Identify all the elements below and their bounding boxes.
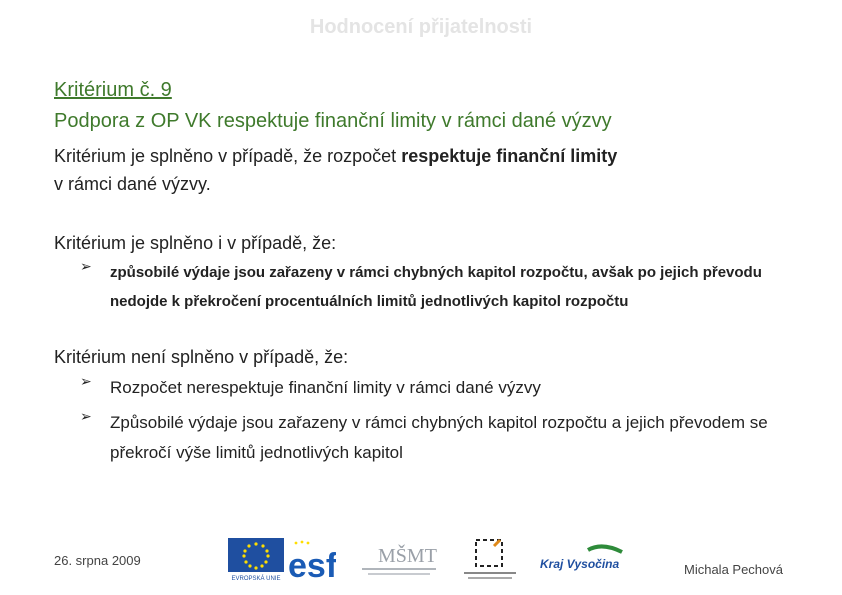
arrow-bullet-icon: ➢ (80, 408, 92, 424)
list-item (80, 258, 790, 316)
list-item-text: Způsobilé výdaje jsou zařazeny v rámci chybných kapitol rozpočtu a jejich převodem se překročí výše limitů jednotlivých kapitol (110, 413, 768, 462)
esf-logo (286, 537, 336, 583)
criterion-number: Kritérium č. 9 (54, 79, 172, 101)
arrow-bullet-icon: ➢ (80, 373, 92, 389)
intro-bold-text: respektuje finanční limity (401, 146, 618, 166)
msmt-logo-text: MŠMT (378, 545, 437, 567)
list-item (80, 373, 790, 403)
eu-logo-caption: EVROPSKÁ UNIE (231, 576, 281, 582)
footer-author: Michala Pechová (684, 562, 783, 577)
intro-paragraph (54, 142, 794, 198)
criterion-name: Podpora z OP VK respektuje finanční limity v rámci dané výzvy (54, 110, 612, 132)
footer-date: 26. srpna 2009 (54, 553, 141, 568)
arrow-bullet-icon: ➢ (80, 258, 92, 274)
eu-logo (228, 538, 284, 582)
list-item (80, 408, 790, 468)
kraj-vysocina-logo (538, 544, 628, 576)
list-item-text: způsobilé výdaje jsou zařazeny v rámci chybných kapitol rozpočtu, avšak po jejich převodu nedojde k překročení procentuálních limitů jednotlivých kapitol rozpočtu (110, 264, 762, 310)
intro-text-2: v rámci dané výzvy. (54, 174, 211, 194)
slide-title: Hodnocení přijatelnosti (309, 16, 533, 38)
intro-text: Kritérium je splněno v případě, že rozpočet (54, 146, 402, 166)
esf-logo-text: esf (288, 547, 336, 583)
not-fulfilled-heading: Kritérium není splněno v případě, že: (54, 347, 349, 367)
list-item-text: Rozpočet nerespektuje finanční limity v rámci dané výzvy (110, 378, 541, 397)
msmt-logo (358, 540, 440, 580)
kraj-vysocina-text: Kraj Vysočina (540, 557, 620, 571)
fulfilled-also-heading: Kritérium je splněno i v případě, že: (54, 233, 337, 253)
op-vk-logo (460, 536, 520, 582)
